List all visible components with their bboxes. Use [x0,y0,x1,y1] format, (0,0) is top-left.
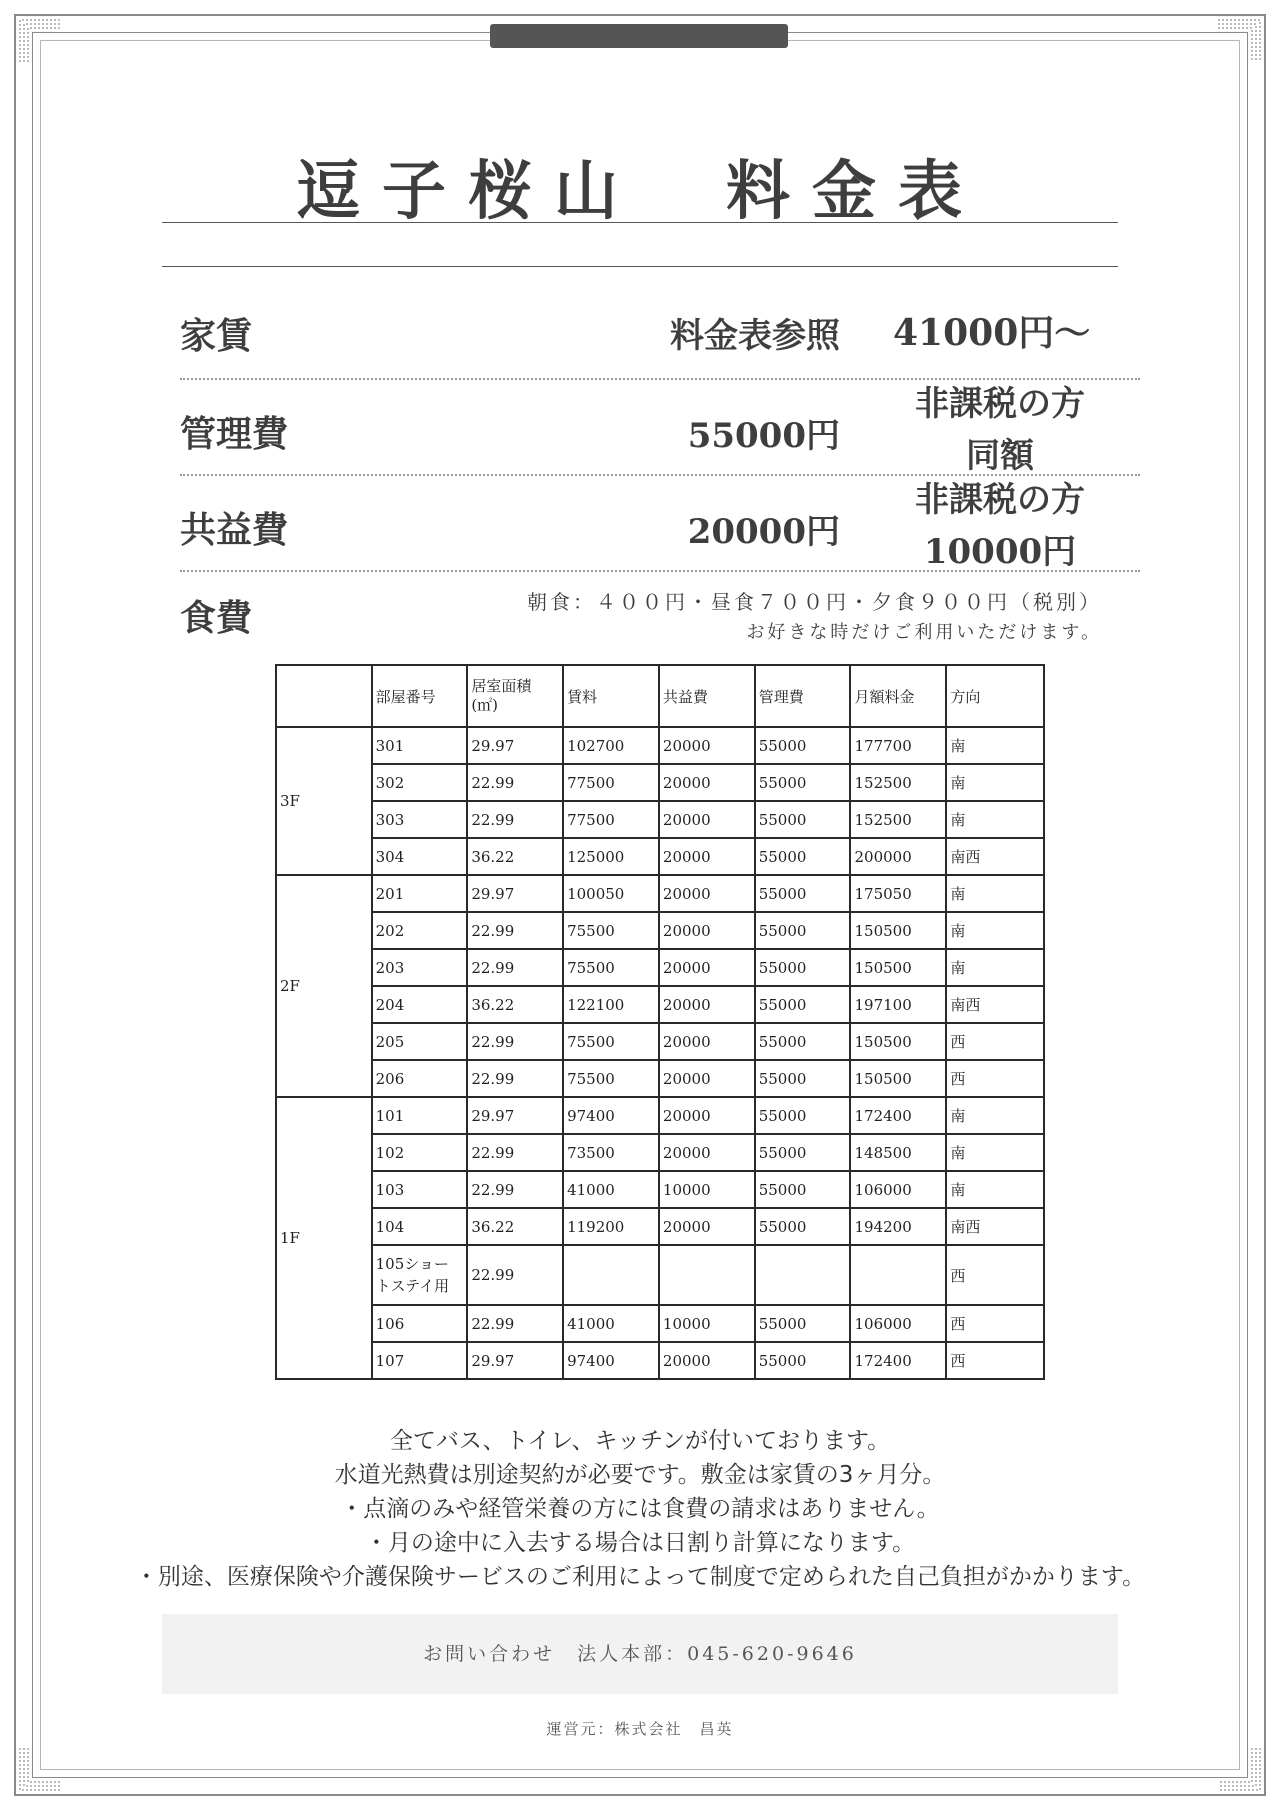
dotted-divider [180,570,1140,572]
page-title: 逗子桜山 料金表 [296,154,984,229]
room-common: 20000 [659,949,755,986]
room-direction: 西 [946,1342,1044,1379]
room-direction: 南西 [946,986,1044,1023]
floor-cell: 3F [276,727,372,875]
room-number: 303 [372,801,468,838]
room-mgmt: 55000 [755,764,851,801]
table-row [276,1134,1044,1171]
room-area: 22.99 [467,764,563,801]
room-common: 20000 [659,1023,755,1060]
room-rent: 75500 [563,949,659,986]
room-direction: 西 [946,1060,1044,1097]
room-direction: 南西 [946,838,1044,875]
fee-label: 食費 [180,597,253,639]
table-row [276,875,1044,912]
fee-label: 管理費 [180,413,289,455]
room-area: 29.97 [467,1097,563,1134]
room-area: 22.99 [467,1171,563,1208]
rent-amount: 41000円～ [893,312,1091,354]
table-row [276,1342,1044,1379]
title-underline-2 [162,266,1118,267]
room-mgmt: 55000 [755,986,851,1023]
room-common: 20000 [659,1134,755,1171]
room-monthly: 150500 [850,1023,946,1060]
room-number: 304 [372,838,468,875]
room-price-table [275,664,1045,1380]
room-area: 22.99 [467,1305,563,1342]
title-underline [162,222,1118,223]
room-number: 102 [372,1134,468,1171]
room-common: 10000 [659,1305,755,1342]
room-direction: 南 [946,727,1044,764]
corner-ornament-icon [1216,1746,1262,1792]
header-area [467,665,563,727]
room-rent: 77500 [563,801,659,838]
room-mgmt: 55000 [755,949,851,986]
room-rent: 41000 [563,1171,659,1208]
room-direction: 南 [946,801,1044,838]
room-common: 20000 [659,727,755,764]
room-number: 204 [372,986,468,1023]
table-row [276,1023,1044,1060]
table-row [276,801,1044,838]
room-mgmt: 55000 [755,875,851,912]
header-rent: 賃料 [563,665,659,727]
table-row [276,912,1044,949]
room-rent [563,1245,659,1305]
room-common: 20000 [659,838,755,875]
fee-label: 家賃 [180,315,253,357]
top-decorative-bar [490,24,788,48]
room-direction: 西 [946,1023,1044,1060]
header-area-line2: (㎡) [471,696,499,714]
note-line: 水道光熱費は別途契約が必要です。敷金は家賃の3ヶ月分。 [334,1462,946,1488]
room-monthly: 150500 [850,1060,946,1097]
header-direction: 方向 [946,665,1044,727]
table-row [276,1208,1044,1245]
corner-ornament-icon [18,1746,64,1792]
fee-row-common [180,480,1140,570]
room-mgmt: 55000 [755,1097,851,1134]
room-mgmt: 55000 [755,1342,851,1379]
room-direction: 南 [946,949,1044,986]
table-row [276,1097,1044,1134]
table-row [276,764,1044,801]
room-mgmt: 55000 [755,1134,851,1171]
room-mgmt: 55000 [755,912,851,949]
room-area: 22.99 [467,949,563,986]
room-rent: 77500 [563,764,659,801]
note-line: ・月の途中に入去する場合は日割り計算になります。 [364,1530,916,1556]
room-rent: 119200 [563,1208,659,1245]
room-rent: 125000 [563,838,659,875]
room-area: 29.97 [467,727,563,764]
room-mgmt: 55000 [755,1208,851,1245]
room-direction: 南 [946,1134,1044,1171]
room-common: 10000 [659,1171,755,1208]
room-area: 22.99 [467,912,563,949]
room-direction: 南 [946,912,1044,949]
room-common: 20000 [659,1342,755,1379]
room-direction: 南 [946,875,1044,912]
room-mgmt: 55000 [755,727,851,764]
room-direction: 南 [946,764,1044,801]
room-monthly [850,1245,946,1305]
fee-row-management [180,384,1140,474]
room-monthly: 106000 [850,1171,946,1208]
room-monthly: 177700 [850,727,946,764]
header-mgmt: 管理費 [755,665,851,727]
room-monthly: 148500 [850,1134,946,1171]
fee-note [880,378,1120,482]
room-mgmt [755,1245,851,1305]
room-common: 20000 [659,1208,755,1245]
room-rent: 122100 [563,986,659,1023]
room-monthly: 175050 [850,875,946,912]
corner-ornament-icon [18,18,64,64]
room-number: 201 [372,875,468,912]
room-number: 104 [372,1208,468,1245]
room-monthly: 152500 [850,764,946,801]
table-row [276,1305,1044,1342]
room-monthly: 200000 [850,838,946,875]
room-common: 20000 [659,801,755,838]
room-common: 20000 [659,1060,755,1097]
table-row [276,1171,1044,1208]
room-mgmt: 55000 [755,838,851,875]
room-area: 22.99 [467,801,563,838]
floor-cell: 2F [276,875,372,1097]
room-number: 101 [372,1097,468,1134]
room-area: 29.97 [467,875,563,912]
note-line: 全てバス、トイレ、キッチンが付いております。 [389,1428,891,1454]
room-area: 22.99 [467,1245,563,1305]
room-common [659,1245,755,1305]
room-monthly: 106000 [850,1305,946,1342]
table-row [276,949,1044,986]
room-rent: 102700 [563,727,659,764]
header-area-line1: 居室面積 [471,677,532,695]
room-common: 20000 [659,986,755,1023]
room-number: 107 [372,1342,468,1379]
fee-reference: 料金表参照 [670,316,840,356]
room-area: 22.99 [467,1060,563,1097]
room-common: 20000 [659,912,755,949]
room-rent: 75500 [563,912,659,949]
room-monthly: 172400 [850,1097,946,1134]
header-floor [276,665,372,727]
note-line: ・別途、医療保険や介護保険サービスのご利用によって制度で定められた自己負担がかかります。 [134,1564,1146,1590]
room-monthly: 150500 [850,912,946,949]
room-monthly: 172400 [850,1342,946,1379]
room-number: 205 [372,1023,468,1060]
room-area: 36.22 [467,986,563,1023]
room-direction: 南西 [946,1208,1044,1245]
header-monthly: 月額料金 [850,665,946,727]
room-number: 105ショートステイ用 [372,1245,468,1305]
room-area: 36.22 [467,838,563,875]
room-number: 106 [372,1305,468,1342]
room-monthly: 194200 [850,1208,946,1245]
fee-note-line2: 同額 [966,436,1034,476]
table-body [276,727,1044,1379]
room-mgmt: 55000 [755,801,851,838]
room-number: 103 [372,1171,468,1208]
note-line: ・点滴のみや経管栄養の方には食費の請求はありません。 [340,1496,940,1522]
room-direction: 西 [946,1245,1044,1305]
room-number: 206 [372,1060,468,1097]
header-common: 共益費 [659,665,755,727]
fee-amount: 55000円 [687,416,840,456]
room-number: 301 [372,727,468,764]
room-direction: 南 [946,1097,1044,1134]
room-rent: 97400 [563,1097,659,1134]
fee-note [880,474,1120,578]
table-row [276,1245,1044,1305]
room-number: 203 [372,949,468,986]
fee-amount: 20000円 [687,512,840,552]
room-common: 20000 [659,1097,755,1134]
food-price-note: 朝食：４００円・昼食７００円・夕食９００円（税別） [527,590,1102,614]
floor-cell: 1F [276,1097,372,1379]
table-row [276,1060,1044,1097]
room-direction: 南 [946,1171,1044,1208]
room-number: 302 [372,764,468,801]
room-monthly: 152500 [850,801,946,838]
header-room: 部屋番号 [372,665,468,727]
table-row [276,986,1044,1023]
table-row [276,727,1044,764]
room-area: 22.99 [467,1023,563,1060]
room-common: 20000 [659,875,755,912]
room-area: 36.22 [467,1208,563,1245]
room-area: 29.97 [467,1342,563,1379]
notes-block [40,1424,1240,1594]
operator-text: 運営元：株式会社 昌英 [546,1720,734,1738]
room-area: 22.99 [467,1134,563,1171]
table-header-row [276,665,1044,727]
room-direction: 西 [946,1305,1044,1342]
fee-note-line1: 非課税の方 [915,480,1085,520]
food-usage-note: お好きな時だけご利用いただけます。 [746,622,1102,643]
corner-ornament-icon [1216,18,1262,64]
room-rent: 75500 [563,1060,659,1097]
fee-note-line1: 非課税の方 [915,384,1085,424]
room-number: 202 [372,912,468,949]
room-mgmt: 55000 [755,1060,851,1097]
room-rent: 41000 [563,1305,659,1342]
room-monthly: 197100 [850,986,946,1023]
room-mgmt: 55000 [755,1171,851,1208]
contact-box: お問い合わせ 法人本部：045-620-9646 [162,1614,1118,1694]
room-common: 20000 [659,764,755,801]
room-rent: 100050 [563,875,659,912]
room-mgmt: 55000 [755,1023,851,1060]
room-rent: 73500 [563,1134,659,1171]
room-rent: 75500 [563,1023,659,1060]
fee-note-line2: 10000円 [923,532,1077,572]
room-mgmt: 55000 [755,1305,851,1342]
room-rent: 97400 [563,1342,659,1379]
room-monthly: 150500 [850,949,946,986]
fee-label: 共益費 [180,509,289,551]
table-row [276,838,1044,875]
